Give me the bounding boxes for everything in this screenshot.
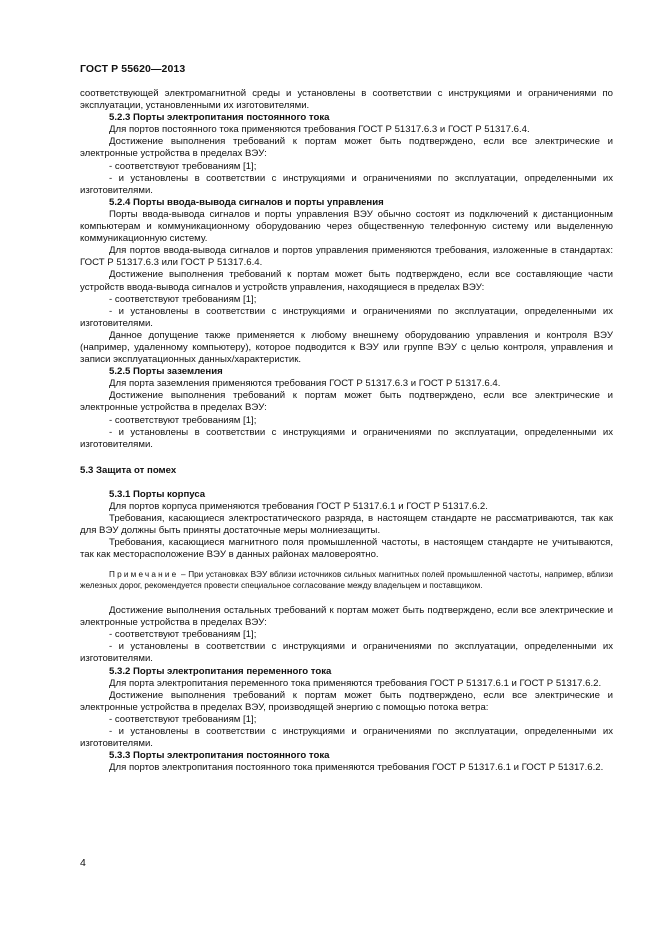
list-item: - и установлены в соответствии с инструкциями и ограничениями по эксплуатации, определенными их изготовителями. bbox=[80, 172, 613, 196]
paragraph: Достижение выполнения требований к портам может быть подтверждено, если все электрические и электронные устройства в пределах ВЭУ: bbox=[80, 136, 613, 160]
paragraph: Для портов постоянного тока применяются требования ГОСТ Р 51317.6.3 и ГОСТ Р 51317.6.4. bbox=[109, 124, 530, 136]
list-item: - и установлены в соответствии с инструкциями и ограничениями по эксплуатации, определенными их изготовителями. bbox=[80, 641, 613, 665]
section-heading-5-2-4: 5.2.4 Порты ввода-вывода сигналов и порты управления bbox=[109, 196, 384, 208]
section-heading-5-2-3: 5.2.3 Порты электропитания постоянного тока bbox=[109, 112, 330, 124]
list-item: - соответствуют требованиям [1]; bbox=[109, 293, 257, 305]
list-item: - и установлены в соответствии с инструкциями и ограничениями по эксплуатации, определенными их изготовителями. bbox=[80, 305, 613, 329]
paragraph: Достижение выполнения требований к портам может быть подтверждено, если все электрические и электронные устройства в пределах ВЭУ, производящей энергию с помощью потока ветра: bbox=[80, 689, 613, 713]
page-number: 4 bbox=[80, 857, 86, 869]
paragraph: Требования, касающиеся магнитного поля промышленной частоты, в настоящем стандарте не учитываются, так как месторасположение ВЭУ в данных районах маловероятно. bbox=[80, 537, 613, 561]
paragraph: Данное допущение также применяется к любому внешнему оборудованию управления и контроля ВЭУ (например, удаленному компьютеру), которое подводится к ВЭУ или группе ВЭУ с целью контроля, управления и записи эксплуатационных данных/характеристик. bbox=[80, 329, 613, 366]
paragraph: Порты ввода-вывода сигналов и порты управления ВЭУ обычно состоят из подключений к дистанционным компьютерам и коммуникационному оборудованию через общественную телефонную систему или выделенную коммуникационную систему. bbox=[80, 208, 613, 245]
section-heading-5-3: 5.3 Защита от помех bbox=[80, 464, 177, 476]
section-heading-5-3-2: 5.3.2 Порты электропитания переменного тока bbox=[109, 665, 332, 677]
note-label: Примечание bbox=[109, 570, 179, 580]
list-item: - и установлены в соответствии с инструкциями и ограничениями по эксплуатации, определенными их изготовителями. bbox=[80, 426, 613, 450]
paragraph: Для порта заземления применяются требования ГОСТ Р 51317.6.3 и ГОСТ Р 51317.6.4. bbox=[109, 378, 501, 390]
paragraph: Для порта электропитания переменного тока применяются требования ГОСТ Р 51317.6.1 и ГОСТ Р 51317.6.2. bbox=[109, 677, 602, 689]
list-item: - соответствуют требованиям [1]; bbox=[109, 414, 257, 426]
paragraph: Для портов ввода-вывода сигналов и портов управления применяются требования, изложенные в стандартах: ГОСТ Р 51317.6.3 или ГОСТ Р 51317.6.4. bbox=[80, 245, 613, 269]
paragraph: Требования, касающиеся электростатического разряда, в настоящем стандарте не рассматриваются, так как для ВЭУ должны быть приняты достаточные меры молниезащиты. bbox=[80, 513, 613, 537]
paragraph: Достижение выполнения требований к портам может быть подтверждено, если все электрические и электронные устройства в пределах ВЭУ: bbox=[80, 390, 613, 414]
paragraph: Достижение выполнения остальных требований к портам может быть подтверждено, если все электрические и электронные устройства в пределах ВЭУ: bbox=[80, 605, 613, 629]
list-item: - соответствуют требованиям [1]; bbox=[109, 629, 257, 641]
section-heading-5-2-5: 5.2.5 Порты заземления bbox=[109, 366, 223, 378]
section-heading-5-3-1: 5.3.1 Порты корпуса bbox=[109, 488, 206, 500]
note-text: – При установках ВЭУ вблизи источников сильных магнитных полей промышленной частоты, например, вблизи железных дорог, рекомендуется провести специальное согласование между владельцем и поставщиком. bbox=[80, 570, 613, 590]
section-heading-5-3-3: 5.3.3 Порты электропитания постоянного тока bbox=[109, 750, 330, 762]
note bbox=[80, 570, 613, 591]
list-item: - соответствуют требованиям [1]; bbox=[109, 160, 257, 172]
paragraph: соответствующей электромагнитной среды и установлены в соответствии с инструкциями и ограничениями по эксплуатации, установленными их изготовителями. bbox=[80, 88, 613, 112]
document-header: ГОСТ Р 55620—2013 bbox=[80, 63, 186, 75]
paragraph: Достижение выполнения требований к портам может быть подтверждено, если все составляющие части устройств ввода-вывода сигналов и устройств управления, находящиеся в пределах ВЭУ: bbox=[80, 269, 613, 293]
list-item: - соответствуют требованиям [1]; bbox=[109, 713, 257, 725]
document-body bbox=[80, 88, 613, 774]
list-item: - и установлены в соответствии с инструкциями и ограничениями по эксплуатации, определенными их изготовителями. bbox=[80, 726, 613, 750]
paragraph: Для портов корпуса применяются требования ГОСТ Р 51317.6.1 и ГОСТ Р 51317.6.2. bbox=[109, 501, 488, 512]
paragraph: Для портов электропитания постоянного тока применяются требования ГОСТ Р 51317.6.1 и ГОСТ Р 51317.6.2. bbox=[109, 762, 604, 774]
